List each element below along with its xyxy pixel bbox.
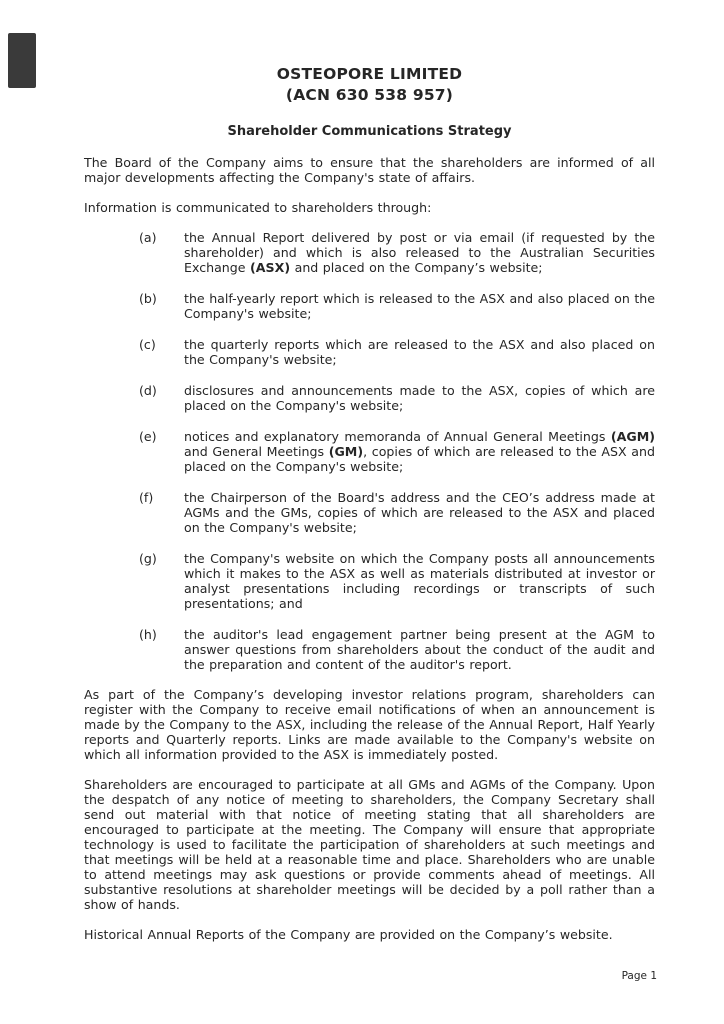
list-item	[84, 383, 655, 413]
communication-methods-list	[84, 230, 655, 672]
paragraph-historical-reports: Historical Annual Reports of the Company are provided on the Company’s website.	[84, 927, 613, 942]
paragraph-information-intro: Information is communicated to shareholders through:	[84, 200, 432, 215]
list-item-label: (a)	[139, 230, 157, 245]
paragraph-board-aims: The Board of the Company aims to ensure that the shareholders are informed of all major developments affecting the Company's state of affairs.	[84, 155, 655, 185]
page-number: Page 1	[621, 970, 657, 982]
list-item-text: the auditor's lead engagement partner being present at the AGM to answer questions from shareholders about the conduct of the audit and the preparation and content of the auditor's report.	[184, 627, 655, 672]
list-item	[84, 627, 655, 672]
list-item	[84, 230, 655, 275]
list-item-label: (c)	[139, 337, 156, 352]
document-content	[84, 64, 655, 942]
list-item-label: (d)	[139, 383, 157, 398]
company-title-block	[84, 64, 655, 106]
list-item	[84, 551, 655, 611]
list-item-label: (b)	[139, 291, 157, 306]
list-item	[84, 429, 655, 474]
list-item-text: the quarterly reports which are released to the ASX and also placed on the Company's website;	[184, 337, 655, 367]
list-item-label: (e)	[139, 429, 157, 444]
list-item-text: disclosures and announcements made to the ASX, copies of which are placed on the Company's website;	[184, 383, 655, 413]
company-acn: (ACN 630 538 957)	[285, 86, 454, 104]
list-item-label: (f)	[139, 490, 154, 505]
company-name: OSTEOPORE LIMITED	[276, 65, 463, 83]
list-item-text: the half-yearly report which is released to the ASX and also placed on the Company's website;	[184, 291, 655, 321]
paragraph-investor-relations: As part of the Company’s developing investor relations program, shareholders can register with the Company to receive email notifications of when an announcement is made by the Company to the ASX, including the release of the Annual Report, Half Yearly reports and Quarterly reports. Links are made available to the Company's website on which all information provided to the ASX is immediately posted.	[84, 687, 655, 762]
scan-artifact-mark	[8, 33, 36, 88]
paragraph-meeting-participation: Shareholders are encouraged to participate at all GMs and AGMs of the Company. Upon the despatch of any notice of meeting to shareholders, the Company Secretary shall send out material with that notice of meeting stating that all shareholders are encouraged to participate at the meeting. The Company will ensure that appropriate technology is used to facilitate the participation of shareholders at such meetings and that meetings will be held at a reasonable time and place. Shareholders who are unable to attend meetings may ask questions or provide comments ahead of meetings. All substantive resolutions at shareholder meetings will be decided by a poll rather than a show of hands.	[84, 777, 655, 912]
list-item-text: the Company's website on which the Company posts all announcements which it makes to the ASX as well as materials distributed at investor or analyst presentations including recordings or transcripts of such presentations; and	[184, 551, 655, 611]
list-item-text: notices and explanatory memoranda of Annual General Meetings (AGM) and General Meetings (GM), copies of which are released to the ASX and placed on the Company's website;	[184, 429, 655, 474]
list-item	[84, 291, 655, 321]
list-item-label: (h)	[139, 627, 157, 642]
document-subtitle: Shareholder Communications Strategy	[227, 124, 512, 139]
list-item-text: the Annual Report delivered by post or via email (if requested by the shareholder) and which is also released to the Australian Securities Exchange (ASX) and placed on the Company’s website;	[184, 230, 655, 275]
list-item-label: (g)	[139, 551, 157, 566]
list-item	[84, 337, 655, 367]
list-item-text: the Chairperson of the Board's address and the CEO’s address made at AGMs and the GMs, copies of which are released to the ASX and placed on the Company's website;	[184, 490, 655, 535]
list-item	[84, 490, 655, 535]
